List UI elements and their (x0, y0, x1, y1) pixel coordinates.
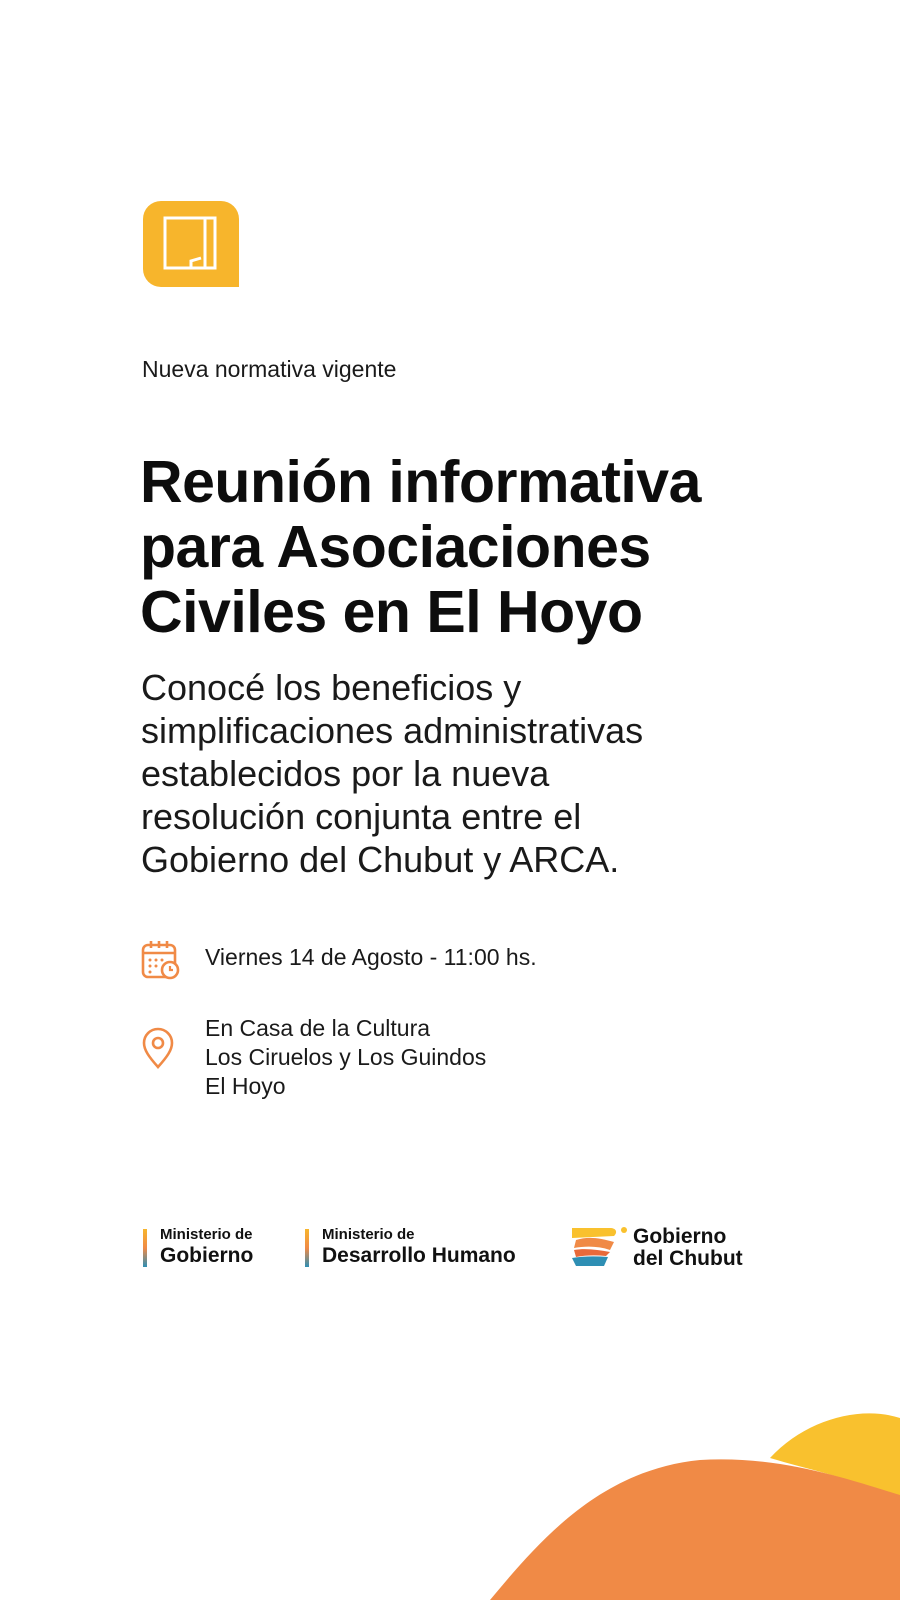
location-line: El Hoyo (205, 1073, 286, 1099)
map-pin-icon (141, 1027, 175, 1069)
logo-accent-bar (143, 1229, 147, 1267)
logo-ministerio-desarrollo-humano (305, 1226, 516, 1268)
description-line: resolución conjunta entre el (141, 796, 582, 837)
event-date: Viernes 14 de Agosto - 11:00 hs. (205, 944, 537, 970)
calendar-clock-icon (141, 940, 181, 980)
chubut-emblem-icon (570, 1226, 630, 1268)
notebook-icon (143, 201, 239, 287)
description-line: Gobierno del Chubut y ARCA. (141, 839, 620, 880)
description-line: establecidos por la nueva (141, 753, 550, 794)
logo-chubut-line: Gobierno (633, 1225, 727, 1248)
title-line: Civiles en El Hoyo (140, 579, 643, 645)
description (141, 666, 861, 881)
title-line: para Asociaciones (140, 514, 651, 580)
logo-accent-bar (305, 1229, 309, 1267)
logo-ministerio-gobierno (143, 1226, 253, 1268)
event-location (205, 1014, 486, 1101)
description-line: simplificaciones administrativas (141, 710, 644, 751)
location-line: Los Ciruelos y Los Guindos (205, 1044, 487, 1070)
logo-chubut-line: del Chubut (633, 1247, 743, 1270)
logo-chubut-text (633, 1226, 743, 1270)
logo-small-text: Ministerio de (160, 1226, 253, 1243)
eyebrow-label: Nueva normativa vigente (142, 356, 397, 382)
description-line: Conocé los beneficios y (141, 667, 522, 708)
logo-big-text: Desarrollo Humano (322, 1244, 516, 1267)
title-line: Reunión informativa (140, 449, 701, 515)
page-title (140, 450, 840, 645)
logo-big-text: Gobierno (160, 1244, 254, 1267)
logo-small-text: Ministerio de (322, 1226, 415, 1243)
location-line: En Casa de la Cultura (205, 1015, 431, 1041)
